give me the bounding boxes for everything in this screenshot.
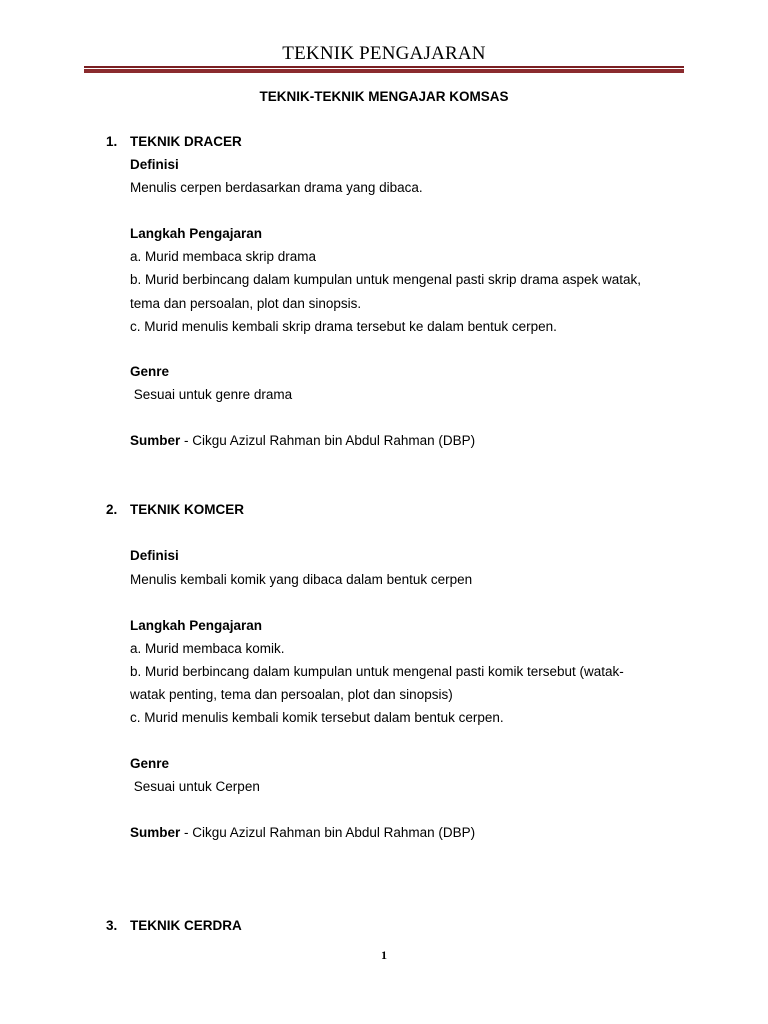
source-label: Sumber: [130, 825, 181, 840]
source-label: Sumber: [130, 433, 181, 448]
source-text: - Cikgu Azizul Rahman bin Abdul Rahman (DBP): [180, 825, 476, 840]
step-line: tema dan persoalan, plot dan sinopsis.: [130, 296, 362, 311]
step-line: b. Murid berbincang dalam kumpulan untuk mengenal pasti komik tersebut (watak-: [130, 664, 624, 679]
section-number: 2.: [106, 502, 118, 517]
step-line: c. Murid menulis kembali komik tersebut dalam bentuk cerpen.: [130, 710, 504, 725]
genre-text: Sesuai untuk genre drama: [130, 387, 293, 402]
section-number: 3.: [106, 918, 118, 933]
steps-label: Langkah Pengajaran: [130, 226, 263, 241]
running-header: TEKNIK PENGAJARAN: [282, 43, 486, 64]
section-heading: TEKNIK KOMCER: [130, 502, 244, 517]
genre-text: Sesuai untuk Cerpen: [130, 779, 260, 794]
step-line: b. Murid berbincang dalam kumpulan untuk mengenal pasti skrip drama aspek watak,: [130, 272, 642, 287]
section-heading: TEKNIK CERDRA: [130, 918, 242, 933]
definition-text: Menulis cerpen berdasarkan drama yang dibaca.: [130, 180, 423, 195]
page-number: 1: [381, 948, 387, 962]
header-rule-thin: [84, 66, 684, 68]
source-text: - Cikgu Azizul Rahman bin Abdul Rahman (DBP): [180, 433, 476, 448]
step-line: c. Murid menulis kembali skrip drama tersebut ke dalam bentuk cerpen.: [130, 319, 557, 334]
definition-label: Definisi: [130, 548, 179, 563]
step-line: watak penting, tema dan persoalan, plot dan sinopsis): [130, 687, 453, 702]
section-number: 1.: [106, 134, 118, 149]
genre-label: Genre: [130, 364, 170, 379]
definition-label: Definisi: [130, 157, 179, 172]
definition-text: Menulis kembali komik yang dibaca dalam bentuk cerpen: [130, 572, 473, 587]
step-line: a. Murid membaca skrip drama: [130, 249, 317, 264]
steps-label: Langkah Pengajaran: [130, 618, 263, 633]
step-line: a. Murid membaca komik.: [130, 641, 285, 656]
genre-label: Genre: [130, 756, 170, 771]
source-line: [130, 825, 475, 840]
header-rule-thick: [84, 69, 684, 73]
document-title: TEKNIK-TEKNIK MENGAJAR KOMSAS: [259, 89, 509, 104]
section-heading: TEKNIK DRACER: [130, 134, 242, 149]
source-line: [130, 433, 475, 448]
